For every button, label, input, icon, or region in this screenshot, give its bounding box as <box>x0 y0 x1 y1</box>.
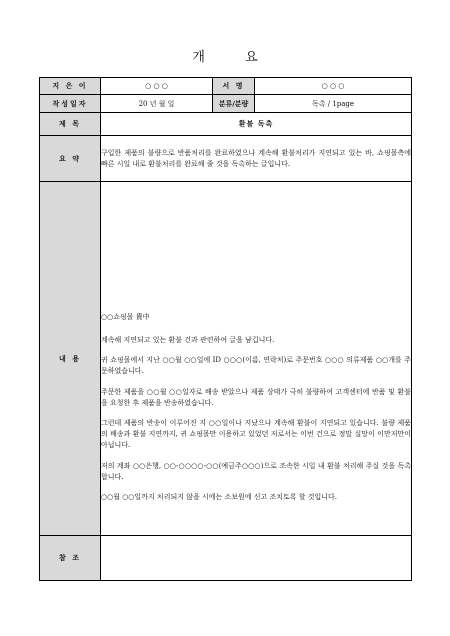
category-label: 분류/분량 <box>213 95 255 113</box>
reviewer-label: 서 명 <box>213 78 255 95</box>
content-paragraph: 귀 쇼핑몰에서 지난 ○○월 ○○일에 ID ○○○(이름, 연락처)로 주문번호 ○○○ 의류제품 ○○개를 주문하였습니다. <box>101 356 411 375</box>
date-row <box>40 95 412 113</box>
category-value: 독촉 / 1page <box>255 95 412 113</box>
content-row <box>40 182 412 536</box>
page-title: 개 요 <box>192 50 276 65</box>
summary-text: 구입한 제품의 불량으로 반품처리를 완료하였으나 계속해 환불처리가 지연되고 있는 바, 쇼핑몰측에 빠른 시일 내로 환불처리를 완료해 줄 것을 독촉하는 글입니다. <box>101 136 412 182</box>
content-paragraph: ○○월 ○○일까지 처리되지 않을 시에는 소보원에 신고 조치토록 할 것입니다. <box>101 493 338 501</box>
author-label: 지 은 이 <box>40 78 101 95</box>
author-row <box>40 78 412 95</box>
reference-value <box>101 536 412 581</box>
content-body <box>101 182 412 536</box>
date-label: 작성일자 <box>40 95 101 113</box>
content-label: 내 용 <box>40 182 101 536</box>
summary-label: 요 약 <box>40 136 101 182</box>
reference-label: 참 조 <box>40 536 101 581</box>
subject-row <box>40 113 412 136</box>
content-paragraph: ○○쇼핑몰 貴中 <box>101 312 150 321</box>
subject-label: 제 목 <box>40 113 101 136</box>
date-value: 20 년 월 일 <box>101 95 213 113</box>
summary-row <box>40 136 412 182</box>
subject-value: 환불 독촉 <box>101 113 412 136</box>
content-paragraph: 계속해 지연되고 있는 환불 건과 관련하여 글을 남깁니다. <box>101 335 275 344</box>
summary-form <box>39 77 412 581</box>
content-paragraph: 그런데 제품의 반송이 이루어진 지 ○○일이나 지났으나 계속해 환불이 지연되고 있습니다. 불량 제품의 배송과 환불 지연까지, 귀 쇼핑몰만 이용하고 있었던 저로서는 이번 건으로 정말 실망이 이만저만이 아닙니다. <box>101 419 411 449</box>
content-paragraph: 주문한 제품을 ○○월 ○○일자로 배송 받았으나 제품 상태가 극히 불량하여 고객센터에 반품 및 환불을 요청한 후 제품을 반송하였습니다. <box>101 387 411 407</box>
author-value: ○ ○ ○ <box>101 78 213 95</box>
content-paragraph: 저의 계좌 ○○은행, ○○-○○○○-○○(예금주○○○)으로 조속한 시일 내 환불 처리해 주실 것을 독촉합니다. <box>101 461 411 481</box>
reviewer-value: ○ ○ ○ <box>255 78 412 95</box>
reference-row <box>40 536 412 581</box>
